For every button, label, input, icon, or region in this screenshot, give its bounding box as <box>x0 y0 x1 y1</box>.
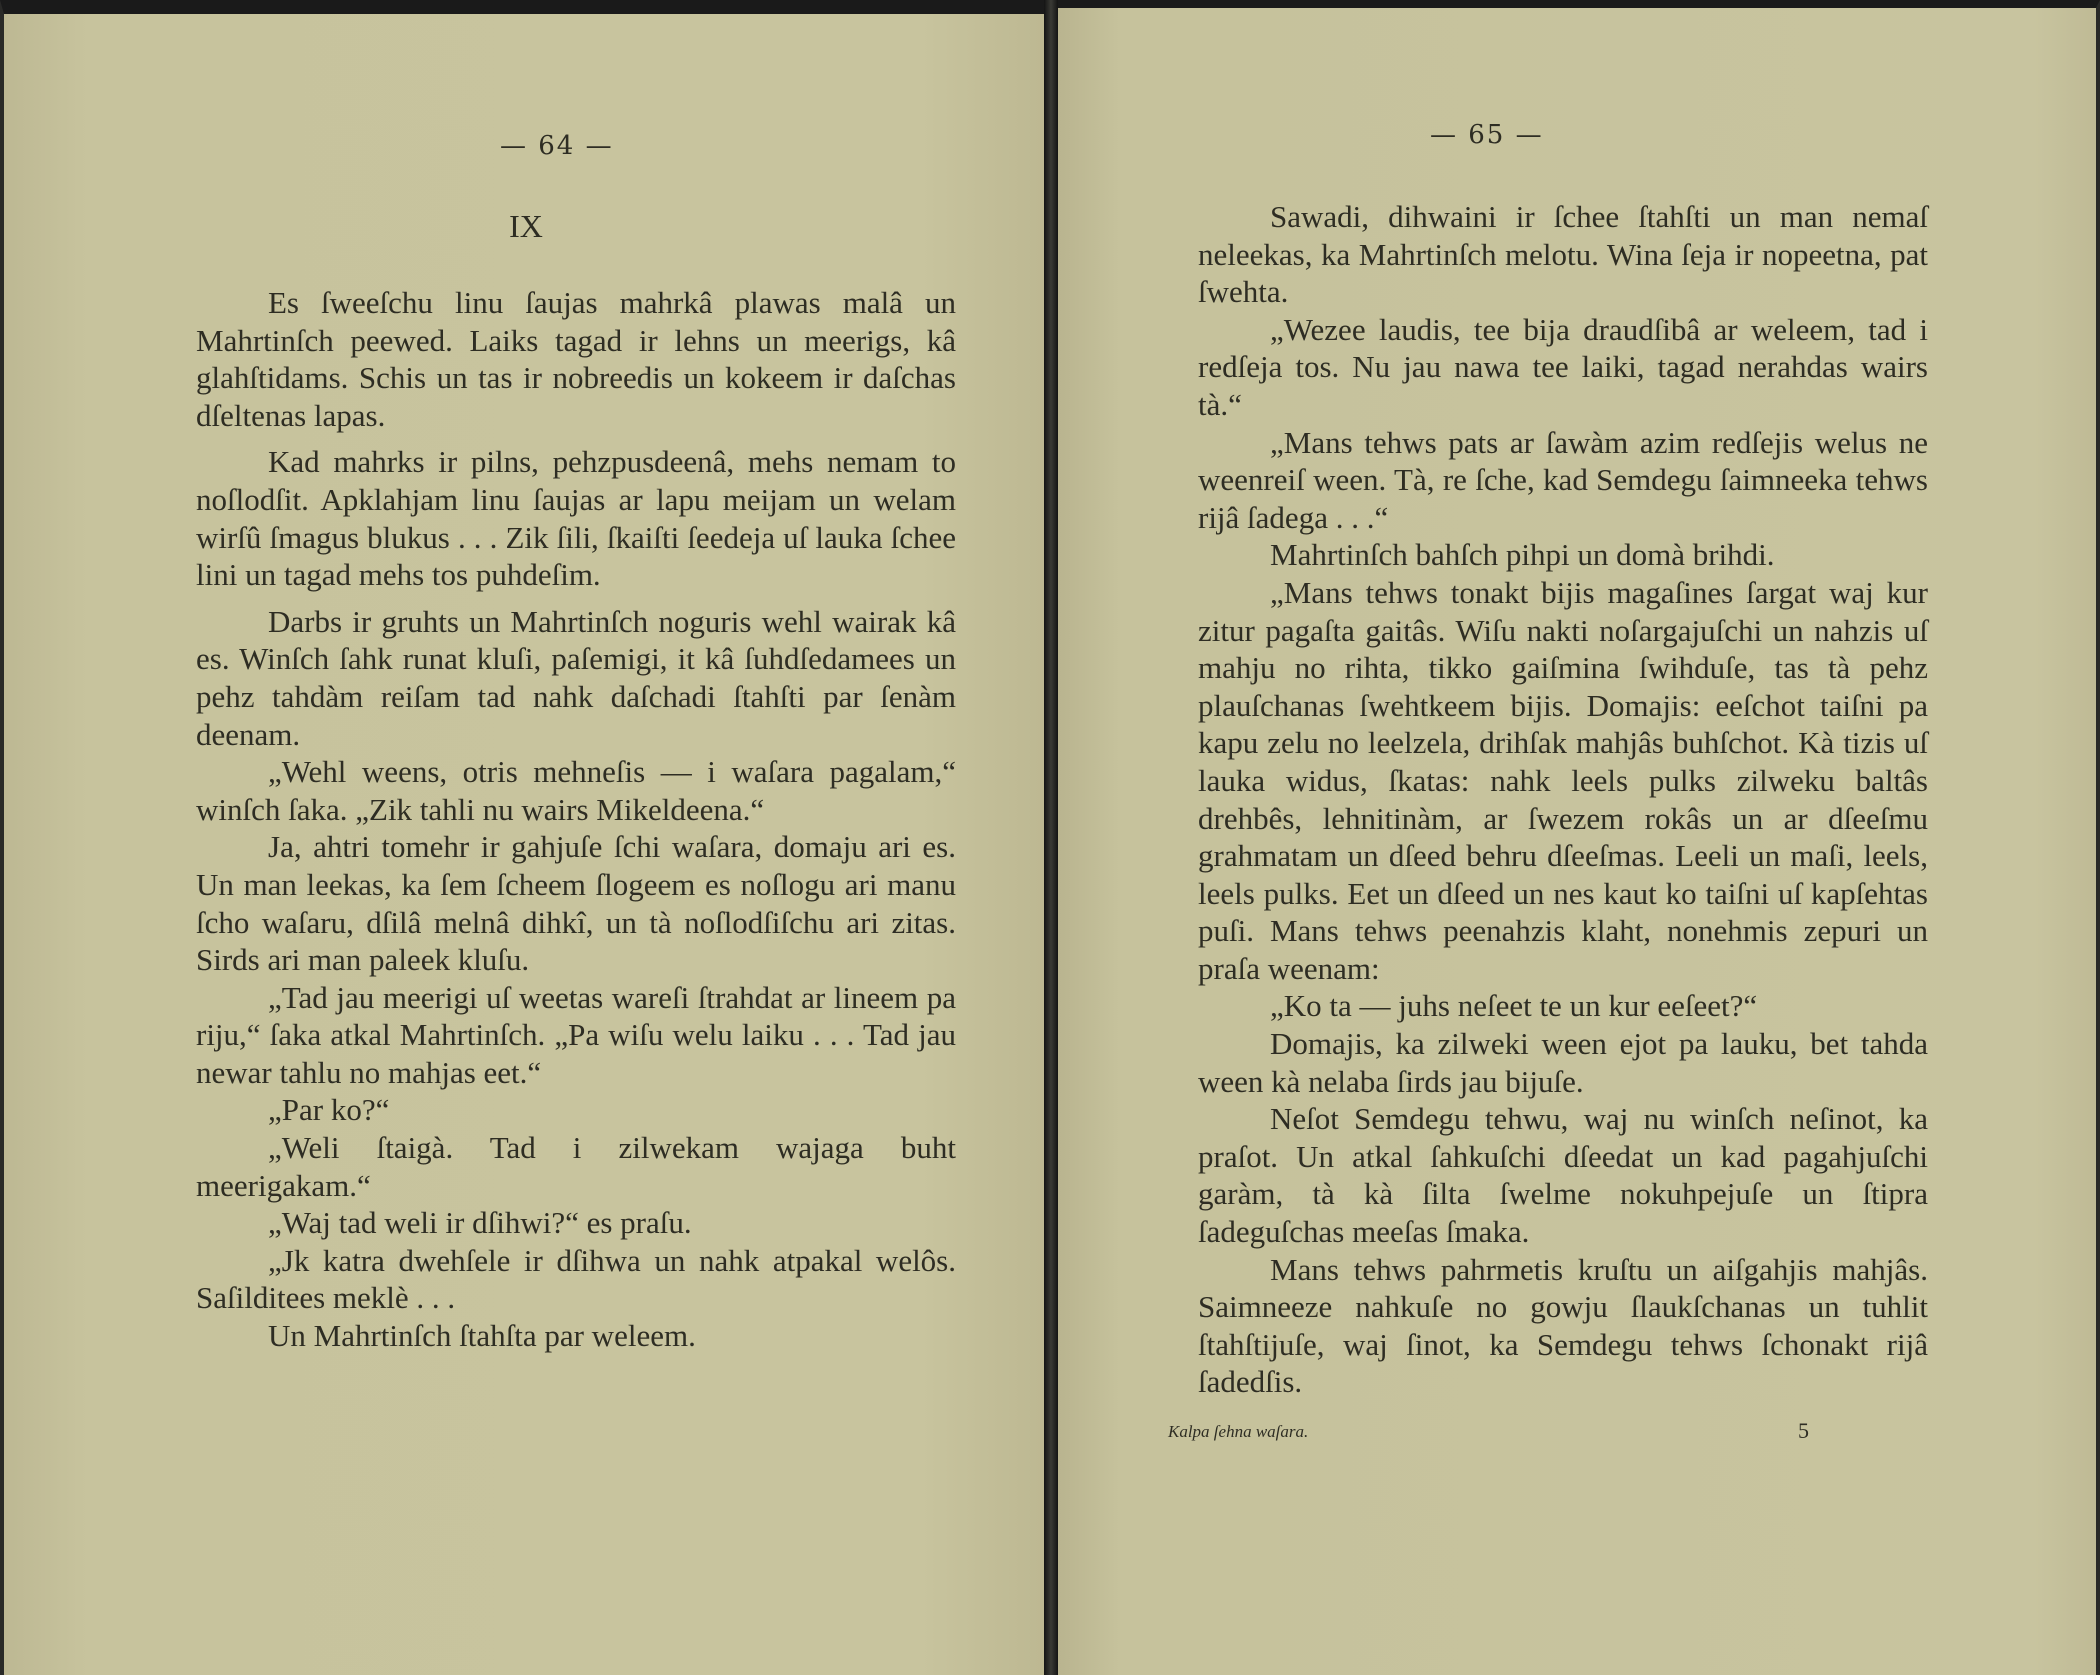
paragraph: Sawadi, dihwaini ir ſchee ſtahſti un man nemaſ neleekas, ka Mahrtinſch melotu. Wina ſeja ir nopeetna, pat ſwehta. <box>1198 199 1928 310</box>
paragraph: „Mans tehws tonakt bijis magaſines ſargat waj kur zitur pagaſta gaitâs. Wiſu nakti noſargajuſchi un nahzis uſ mahju no rihta, tikko gaiſmina ſwihduſe, tas tà pehz plauſchanas ſwehtkeem bijis. Domajis: eeſchot taiſni pa kapu zelu no leelzela, drihſak mahjâs buhſchot. Kà tizis uſ lauka widus, ſkatas: nahk leels pulks zilweku baltâs drehbês, lehnitinàm, ar ſwezem rokâs un ar dſeeſmu grahmatam un dſeed behru dſeeſmas. Leeli un maſi, leels, leels pulks. Eet un dſeed un nes kaut ko taiſni uſ kapſehtas puſi. Mans tehws peenahzis klaht, nonehmis zepuri un praſa weenam: <box>1198 574 1928 986</box>
paragraph: Darbs ir gruhts un Mahrtinſch noguris wehl wairak kâ es. Winſch ſahk runat kluſi, paſemigi, it kâ ſuhdſedamees un pehz tahdàm reiſam tad nahk daſchadi ſtahſti par ſenàm deenam. <box>196 603 956 752</box>
book-spine <box>1044 0 1058 1675</box>
paragraph: „Wehl weens, otris mehneſis — i waſara pagalam,“ winſch ſaka. „Zik tahli nu wairs Mikeldeena.“ <box>196 754 956 827</box>
paragraph: „Wezee laudis, tee bija draudſibâ ar weleem, tad i redſeja tos. Nu jau nawa tee laiki, tagad nerahdas wairs tà.“ <box>1198 311 1928 422</box>
paragraph: „Par ko?“ <box>268 1092 390 1128</box>
paragraph: Es ſweeſchu linu ſaujas mahrkâ plawas malâ un Mahrtinſch peewed. Laiks tagad ir lehns un meerigs, kâ glahſtidams. Schis un tas ir nobreedis un kokeem ir daſchas dſeltenas lapas. <box>196 285 956 433</box>
page-number: — 64 — <box>500 131 614 161</box>
right-body-text <box>1198 198 1928 1401</box>
page-number: — 65 — <box>1430 120 1544 150</box>
paragraph: Domajis, ka zilweki ween ejot pa lauku, bet tahda ween kà nelaba ſirds jau bijuſe. <box>1198 1026 1928 1099</box>
paragraph: Ja, ahtri tomehr ir gahjuſe ſchi waſara, domaju ari es. Un man leekas, ka ſem ſcheem ſlogeem es noſlogu ari manu ſcho waſaru, dſilâ melnâ dihkî, un tà noſlodſiſchu ari zitas. Sirds ari man paleek kluſu. <box>196 829 956 978</box>
paragraph: „Waj tad weli ir dſihwi?“ es praſu. <box>268 1205 692 1241</box>
footer-sheet-number: 5 <box>1798 1418 1809 1443</box>
paragraph: „Tad jau meerigi uſ weetas wareſi ſtrahdat ar lineem pa riju,“ ſaka atkal Mahrtinſch. „Pa wiſu welu laiku . . . Tad jau newar tahlu no mahjas eet.“ <box>196 979 956 1090</box>
paragraph: Mahrtinſch bahſch pihpi un domà brihdi. <box>1270 537 1775 573</box>
paragraph: „Jk katra dwehſele ir dſihwa un nahk atpakal welôs. Saſilditees meklè . . . <box>196 1242 956 1316</box>
left-page <box>0 0 1044 1675</box>
paragraph: „Weli ſtaigà. Tad i zilwekam wajaga buht meerigakam.“ <box>196 1130 956 1203</box>
paragraph: Mans tehws pahrmetis kruſtu un aiſgahjis mahjâs. Saimneeze nahkuſe no gowju ſlaukſchanas un tuhlit ſtahſtijuſe, waj ſinot, ka Semdegu tehws ſchonakt rijâ ſadedſis. <box>1198 1251 1928 1400</box>
paragraph: Neſot Semdegu tehwu, waj nu winſch neſinot, ka praſot. Un atkal ſahkuſchi dſeedat un kad pagahjuſchi garàm, tà kà ſilta ſwelme nokuhpejuſe un ſtipra ſadeguſchas meeſas ſmaka. <box>1198 1101 1928 1250</box>
paragraph: „Ko ta — juhs neſeet te un kur eeſeet?“ <box>1270 988 1758 1024</box>
paragraph: Un Mahrtinſch ſtahſta par weleem. <box>268 1318 696 1354</box>
chapter-heading: IX <box>509 208 543 244</box>
paragraph: Kad mahrks ir pilns, pehzpusdeenâ, mehs nemam to noſlodſit. Apklahjam linu ſaujas ar lapu meijam un welam wirſû ſmagus blukus . . . Zik ſili, ſkaiſti ſeedeja uſ lauka ſchee lini un tagad mehs tos puhdeſim. <box>196 444 956 593</box>
paragraph: „Mans tehws pats ar ſawàm azim redſejis welus ne weenreiſ ween. Tà, re ſche, kad Semdegu ſaimneeka tehws rijâ ſadega . . .“ <box>1198 424 1928 535</box>
left-body-text <box>196 284 956 1355</box>
footer-signature: Kalpa ſehna waſara. <box>1168 1422 1309 1441</box>
right-page <box>1058 0 2100 1675</box>
